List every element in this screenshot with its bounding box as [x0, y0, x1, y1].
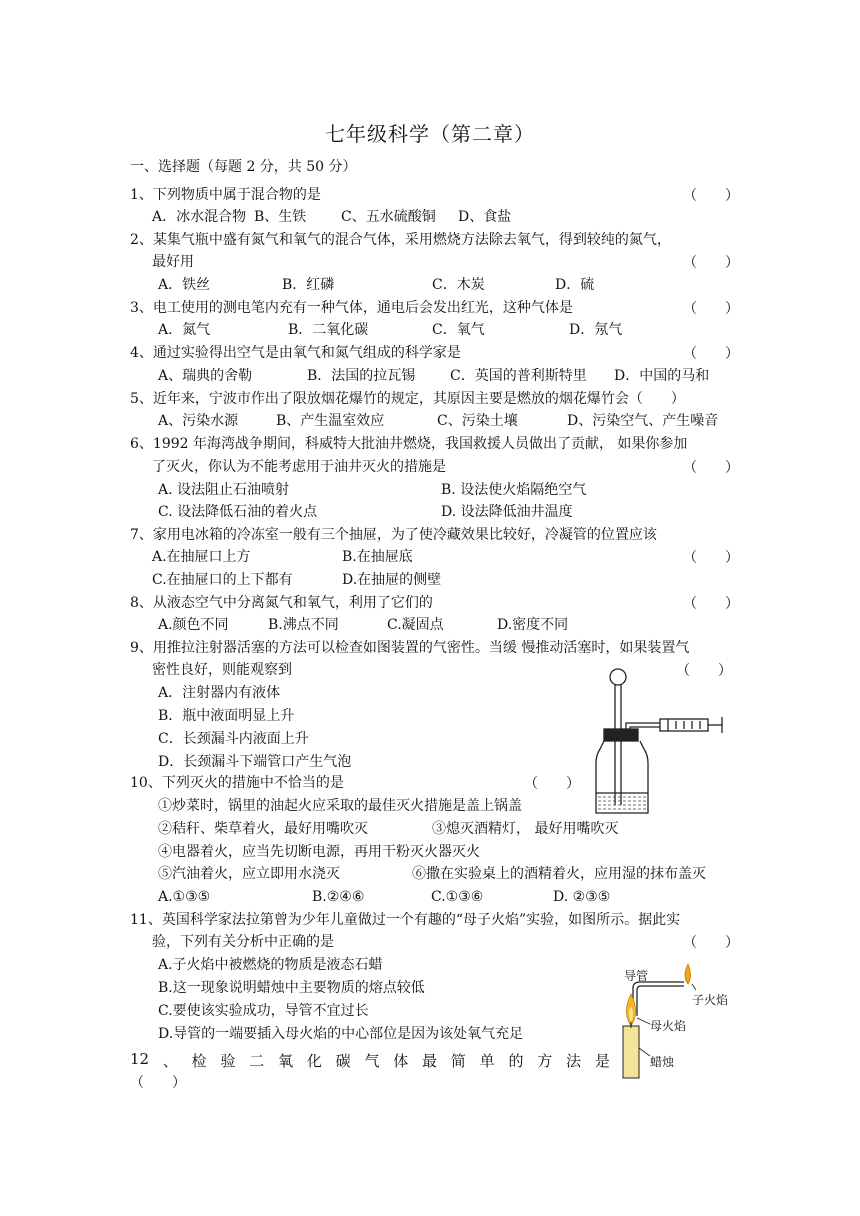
q1-answer-paren: （ ） — [683, 188, 739, 204]
q6-answer-paren: （ ） — [683, 460, 739, 476]
q8-stem: 8、从液态空气中分离氮气和氧气，利用了它们的 — [130, 595, 433, 611]
q9-option-c: C．长颈漏斗内液面上升 — [158, 731, 309, 747]
q7-option-c: C.在抽屉口的上下都有 — [152, 572, 293, 588]
q10-option-d: D. ②③⑤ — [553, 889, 611, 905]
q8-option-b: B.沸点不同 — [268, 617, 339, 633]
q8-answer-paren: （ ） — [683, 596, 739, 612]
q8-option-c: C.凝固点 — [387, 617, 444, 633]
q10-answer-paren: （ ） — [524, 776, 580, 792]
q6-option-a: A. 设法阻止石油喷射 — [158, 482, 290, 498]
q5-option-b: B、产生温室效应 — [276, 413, 385, 429]
q3-option-b: B．二氧化碳 — [288, 322, 369, 338]
q3-option-a: A．氮气 — [158, 322, 211, 338]
q12-answer-paren: （ ） — [130, 1075, 186, 1091]
q1-option-b: B、生铁 — [254, 209, 307, 225]
q7-stem: 7、家用电冰箱的冷冻室一般有三个抽屉，为了使冷藏效果比较好，冷凝管的位置应该 — [130, 527, 657, 543]
q10-item-1: ①炒菜时，锅里的油起火应采取的最佳灭火措施是盖上锅盖 — [158, 798, 522, 814]
q3-answer-paren: （ ） — [683, 301, 739, 317]
q7-answer-paren: （ ） — [683, 550, 739, 566]
q11-option-d: D.导管的一端要插入母火焰的中心部位是因为该处氧气充足 — [158, 1026, 524, 1042]
q2-answer-paren: （ ） — [683, 255, 739, 271]
q9-option-d: D．长颈漏斗下端管口产生气泡 — [158, 754, 352, 770]
q2-stem-cont: 最好用 — [152, 254, 194, 270]
q5-option-c: C、污染土壤 — [437, 413, 518, 429]
q4-option-c: C．英国的普利斯特里 — [450, 368, 587, 384]
q10-item-2: ②秸秆、柴草着火，最好用嘴吹灭 — [158, 821, 368, 837]
q10-stem: 10、下列灭火的措施中不恰当的是 — [130, 775, 344, 791]
q8-option-a: A.颜色不同 — [158, 617, 229, 633]
q6-option-b: B. 设法使火焰隔绝空气 — [441, 482, 587, 498]
q10-option-c: C.①③⑥ — [431, 889, 484, 905]
q9-stem-cont: 密性良好，则能观察到 — [152, 662, 292, 678]
q10-item-4: ④电器着火，应当先切断电源，再用干粉灭火器灭火 — [158, 844, 480, 860]
q2-option-c: C．木炭 — [432, 277, 485, 293]
q4-option-b: B．法国的拉瓦锡 — [307, 368, 416, 384]
q7-option-a: A.在抽屉口上方 — [152, 549, 251, 565]
label-candle: 蜡烛 — [650, 1055, 675, 1069]
q6-option-c: C. 设法降低石油的着火点 — [158, 504, 318, 520]
q1-stem: 1、下列物质中属于混合物的是 — [130, 187, 321, 203]
q10-item-6: ⑥撒在实验桌上的酒精着火，应用湿的抹布盖灭 — [412, 866, 706, 882]
q11-option-a: A.子火焰中被燃烧的物质是液态石蜡 — [158, 957, 383, 973]
q10-option-b: B.②④⑥ — [312, 889, 365, 905]
q2-option-b: B．红磷 — [282, 277, 335, 293]
q4-option-a: A、瑞典的舍勒 — [158, 368, 253, 384]
q11-stem: 11、英国科学家法拉第曾为少年儿童做过一个有趣的“母子火焰”实验，如图所示。据此实 — [130, 912, 681, 928]
candle-figure — [600, 960, 730, 1080]
q10-option-a: A.①③⑤ — [158, 889, 211, 905]
q7-option-d: D.在抽屉的侧壁 — [342, 572, 442, 588]
q11-option-c: C.要使该实验成功，导管不宜过长 — [158, 1003, 369, 1019]
q5-option-a: A、污染水源 — [158, 413, 239, 429]
q9-option-a: A．注射器内有液体 — [158, 685, 281, 701]
q2-option-d: D．硫 — [555, 277, 595, 293]
q3-stem: 3、电工使用的测电笔内充有一种气体，通电后会发出红光，这种气体是 — [130, 300, 573, 316]
q4-stem: 4、通过实验得出空气是由氧气和氮气组成的科学家是 — [130, 345, 461, 361]
q9-option-b: B．瓶中液面明显上升 — [158, 708, 295, 724]
q4-option-d: D．中国的马和 — [614, 368, 710, 384]
q1-option-a: A．冰水混合物 — [152, 209, 247, 225]
q12-stem: 12 、 检 验 二 氧 化 碳 气 体 最 简 单 的 方 法 是 — [130, 1050, 610, 1070]
q11-stem-cont: 验，下列有关分析中正确的是 — [152, 934, 334, 950]
q1-option-d: D、食盐 — [458, 209, 512, 225]
q6-stem: 6、1992 年海湾战争期间，科威特大批油井燃烧，我国救援人员做出了贡献， 如果你参加 — [130, 436, 688, 452]
q6-option-d: D. 设法降低油井温度 — [441, 504, 573, 520]
q11-answer-paren: （ ） — [683, 935, 739, 951]
q3-option-c: C．氧气 — [432, 322, 485, 338]
label-mother-flame: 母火焰 — [650, 1019, 687, 1033]
q9-stem: 9、用推拉注射器活塞的方法可以检查如图装置的气密性。当缓 慢推动活塞时，如果装置气 — [130, 640, 690, 656]
page-title: 七年级科学（第二章） — [325, 122, 535, 146]
q7-option-b: B.在抽屉底 — [342, 549, 413, 565]
q10-item-5: ⑤汽油着火，应立即用水浇灭 — [158, 866, 340, 882]
apparatus-figure — [590, 665, 730, 815]
label-tube: 导管 — [624, 969, 649, 983]
q5-stem: 5、近年来，宁波市作出了限放烟花爆竹的规定，其原因主要是燃放的烟花爆竹会（ ） — [130, 391, 685, 407]
section-heading: 一、选择题（每题 2 分，共 50 分） — [130, 159, 357, 175]
q11-option-b: B.这一现象说明蜡烛中主要物质的熔点较低 — [158, 980, 425, 996]
q10-item-3: ③熄灭酒精灯， 最好用嘴吹灭 — [432, 821, 619, 837]
q8-option-d: D.密度不同 — [497, 617, 569, 633]
q9-answer-paren: （ ） — [676, 663, 732, 679]
label-child-flame: 子火焰 — [692, 993, 729, 1007]
q1-option-c: C、五水硫酸铜 — [341, 209, 436, 225]
q5-option-d: D、污染空气、产生噪音 — [567, 413, 719, 429]
q3-option-d: D．氖气 — [569, 322, 623, 338]
q2-option-a: A．铁丝 — [158, 277, 211, 293]
q6-stem-cont: 了灭火，你认为不能考虑用于油井灭火的措施是 — [152, 459, 446, 475]
q2-stem: 2、某集气瓶中盛有氮气和氧气的混合气体，采用燃烧方法除去氧气，得到较纯的氮气， — [130, 232, 671, 248]
q4-answer-paren: （ ） — [683, 346, 739, 362]
